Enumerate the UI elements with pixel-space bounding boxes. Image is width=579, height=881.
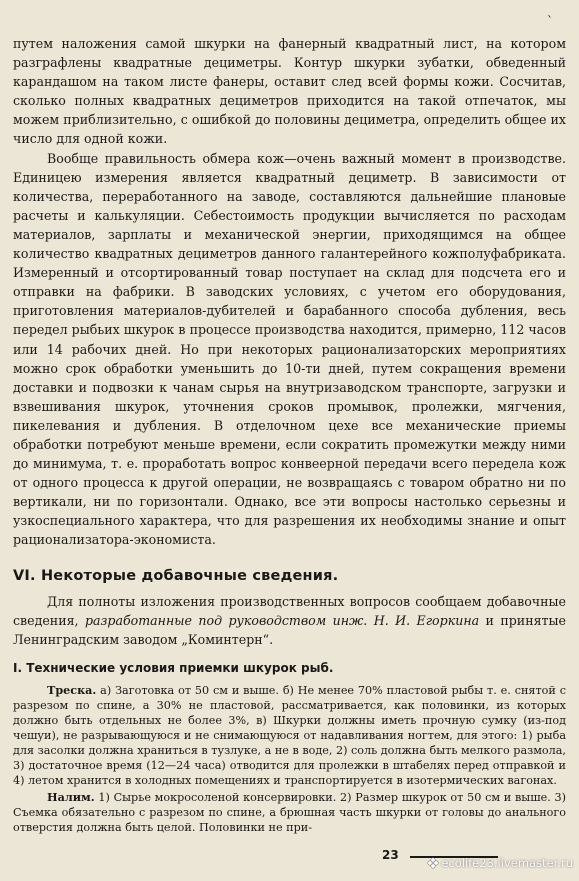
item-burbot-text: 1) Сырье мокросоленой консервировки. 2) Размер шкурок от 50 см и выше. 3) Съемка обязательно с разрезом по спине, а брюшная часть шкурки от головы до анального отверстия должна быть целой. Половинки не при- — [13, 791, 566, 835]
top-mark: ` — [547, 14, 553, 28]
watermark-text: ecolife23.livemaster.ru — [441, 856, 573, 870]
item-burbot-lead: Налим. — [47, 790, 95, 805]
section-heading: VI. Некоторые добавочные сведения. — [13, 567, 339, 584]
page-footer — [380, 848, 579, 881]
flower-icon — [427, 857, 439, 869]
paragraph-2: Вообще правильность обмера кож—очень важный момент в производстве. Единицею измерения является квадратный дециметр. В зависимости от количества, переработанного на заводе, составляются дальнейшие плановые расчеты и калькуляции. Себестоимость продукции вычисляется по расходам материалов, зарплаты и механической энергии, приходящимся на общее количество квадратных дециметров данного галантерейного кожполуфабриката. Измеренный и отсортированный товар поступает на склад для подсчета его и отправки на фабрики. В заводских условиях, с учетом его оборудования, приготовления материалов-дубителей и барабанного способа дубления, весь передел рыбьих шкурок в процессе производства находится, примерно, 112 часов или 14 рабочих дней. Но при некоторых рационализаторских мероприятиях можно срок обработки уменьшить до 10-ти дней, путем сокращения времени доставки и подвозки к чанам сырья на внутризаводском транспорте, загрузки и взвешивания шкурок, уточнения сроков промывок, пролежки, мягчения, пикелевания и дубления. В отделочном цехе все механические приемы обработки потребуют меньше времени, если сократить промежутки между ними до минимума, т. е. проработать вопрос конвеерной передачи всего передела кож от одного процесса к другой операции, не возвращаясь с товаром обратно ни по вертикали, ни по горизонтали. Однако, все эти вопросы настолько серьезны и узкоспециального характера, что для разрешения их необходимы знание и опыт рационализатора-экономиста. — [13, 150, 566, 548]
item-cod-text: а) Заготовка от 50 см и выше. б) Не менее 70% пластовой рыбы т. е. снятой с разрезом по спине, а 30% не пластовой, рассматривается, как половинки, из которых должно быть отдельных не более 3%, в) Шкурки должны иметь прочную сумку (из-под чешуи), не разрывающуюся и не снимающуюся от надавливания ногтем, для этого: 1) рыба для засолки должна храниться в тузлуке, а не в воде, 2) соль должна быть мелкого размола, 3) достаточное время (12—24 часа) отводится для пролежки в штабелях перед отправкой и 4) летом хранится в холодных помещениях и транспортируется в изотермических вагонах. — [13, 684, 566, 788]
item-cod — [13, 683, 566, 788]
intro-text-italic: разработанные под руководством инж. Н. И. Егоркина — [84, 612, 480, 628]
watermark — [427, 856, 573, 870]
page-body — [13, 34, 566, 835]
intro-text-after: и принятые Ленинградским заводом „Коминтерн“. — [13, 612, 566, 647]
section-intro — [13, 592, 566, 650]
paragraph-1: путем наложения самой шкурки на фанерный квадратный лист, на котором разграфлены квадратные дециметры. Контур шкурки зубатки, обведенный карандашом на таком листе фанеры, оставит след всей формы кожи. Сосчитав, сколько полных квадратных дециметров приходится на такой отпечаток, мы можем приблизительно, с ошибкой до половины дециметра, определить общее их число для одной кожи. — [13, 36, 566, 147]
intro-text-before: Для полноты изложения производственных вопросов сообщаем добавочные сведения, — [13, 593, 566, 628]
subsection-heading: I. Технические условия приемки шкурок рыб. — [13, 661, 334, 676]
page-number: 23 — [382, 848, 399, 862]
item-cod-lead: Треска. — [47, 683, 97, 698]
item-burbot — [13, 790, 566, 835]
